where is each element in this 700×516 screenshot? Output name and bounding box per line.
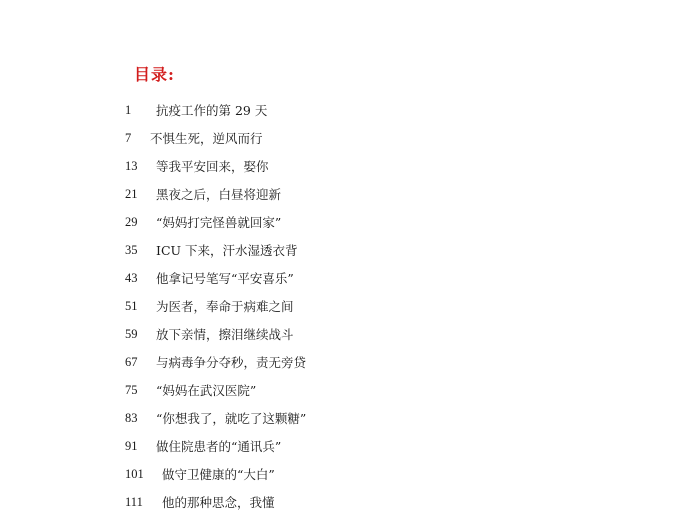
toc-entry-title: “妈妈在武汉医院” — [156, 383, 257, 398]
toc-entry-title: “你想我了，就吃了这颗糖” — [156, 411, 307, 426]
toc-item — [125, 264, 306, 292]
toc-page-number: 43 — [125, 270, 138, 285]
toc-item — [125, 348, 306, 376]
toc-entry-title: 做守卫健康的“大白” — [162, 467, 275, 482]
toc-page-number: 35 — [125, 242, 138, 257]
toc-page-number: 21 — [125, 186, 138, 201]
toc-item — [125, 292, 306, 320]
toc-item — [125, 460, 306, 488]
toc-list — [125, 96, 306, 516]
toc-page-number: 83 — [125, 410, 138, 425]
toc-entry-title: 他拿记号笔写“平安喜乐” — [156, 271, 294, 286]
toc-entry-title: 等我平安回来，娶你 — [156, 159, 269, 174]
toc-item — [125, 376, 306, 404]
toc-entry-title: “妈妈打完怪兽就回家” — [156, 215, 282, 230]
toc-item — [125, 96, 306, 124]
toc-page-number: 13 — [125, 158, 138, 173]
toc-entry-title: 不惧生死，逆风而行 — [150, 131, 263, 146]
toc-entry-title: 为医者，奉命于病难之间 — [156, 299, 294, 314]
toc-item — [125, 432, 306, 460]
toc-page-number: 7 — [125, 130, 132, 145]
toc-page-number: 67 — [125, 354, 138, 369]
toc-item — [125, 320, 306, 348]
toc-entry-title: 与病毒争分夺秒，责无旁贷 — [156, 355, 307, 370]
toc-page-number: 91 — [125, 438, 138, 453]
toc-item — [125, 404, 306, 432]
toc-page-number: 1 — [125, 102, 132, 117]
toc-entry-title: 黑夜之后，白昼将迎新 — [156, 187, 282, 202]
toc-entry-title: 做住院患者的“通讯兵” — [156, 439, 282, 454]
toc-entry-title: ICU 下来，汗水湿透衣背 — [156, 243, 298, 258]
toc-item — [125, 180, 306, 208]
toc-entry-title: 抗疫工作的第 29 天 — [156, 103, 268, 118]
toc-page-number: 29 — [125, 214, 138, 229]
toc-entry-title: 放下亲情，擦泪继续战斗 — [156, 327, 294, 342]
toc-item — [125, 124, 306, 152]
toc-item — [125, 208, 306, 236]
toc-page-number: 51 — [125, 298, 138, 313]
toc-page-number: 75 — [125, 382, 138, 397]
toc-page-number: 59 — [125, 326, 138, 341]
toc-title: 目录: — [134, 65, 175, 84]
toc-item — [125, 488, 306, 516]
toc-item — [125, 152, 306, 180]
toc-entry-title: 他的那种思念，我懂 — [162, 495, 275, 510]
toc-page-number: 111 — [125, 494, 143, 509]
toc-page-number: 101 — [125, 466, 144, 481]
toc-item — [125, 236, 306, 264]
